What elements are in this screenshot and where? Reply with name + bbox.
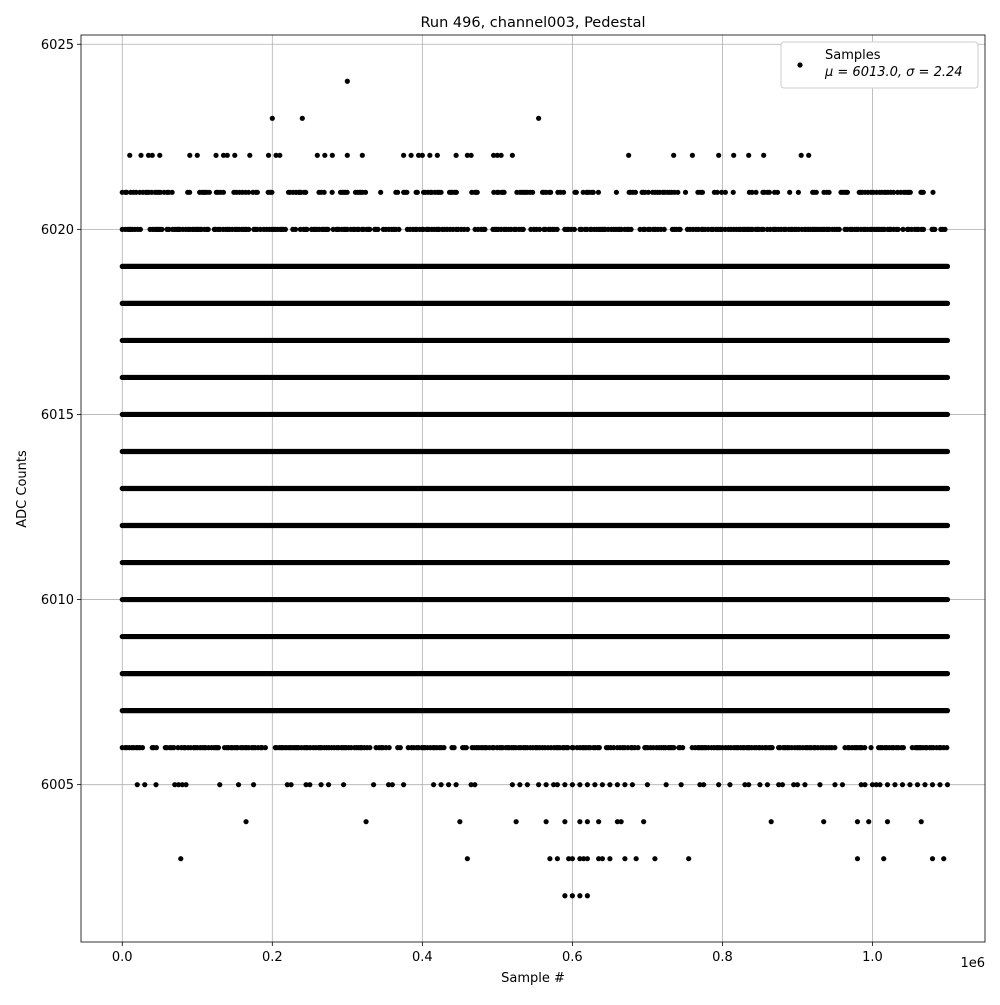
sample-point xyxy=(154,745,159,750)
sample-point xyxy=(247,153,252,158)
sample-point xyxy=(206,227,211,232)
sample-point xyxy=(862,745,867,750)
sample-point xyxy=(821,819,826,824)
sample-point xyxy=(930,782,935,787)
sample-point xyxy=(315,153,320,158)
sample-point xyxy=(178,856,183,861)
sample-point xyxy=(536,782,541,787)
x-tick-label: 0.0 xyxy=(111,950,133,965)
sample-point xyxy=(207,190,212,195)
sample-point xyxy=(680,745,685,750)
sample-point xyxy=(585,782,590,787)
sample-point xyxy=(548,190,553,195)
sample-point xyxy=(216,745,221,750)
sample-point xyxy=(731,153,736,158)
sample-point xyxy=(157,153,162,158)
sample-point xyxy=(304,227,309,232)
x-axis-label: Sample # xyxy=(501,971,565,986)
sample-point xyxy=(628,227,633,232)
sample-point xyxy=(561,190,566,195)
sample-point xyxy=(345,153,350,158)
sample-point xyxy=(345,79,350,84)
sample-point xyxy=(862,782,867,787)
sample-point xyxy=(941,856,946,861)
y-tick-label: 6020 xyxy=(40,222,74,238)
sample-point xyxy=(562,893,567,898)
sample-point xyxy=(431,782,436,787)
sample-point xyxy=(591,190,596,195)
legend-marker xyxy=(797,62,802,67)
sample-point xyxy=(802,782,807,787)
sample-point xyxy=(715,190,720,195)
sample-point xyxy=(877,782,882,787)
sample-point xyxy=(396,227,401,232)
chart-title: Run 496, channel003, Pedestal xyxy=(420,15,646,31)
sample-point xyxy=(700,190,705,195)
sample-point xyxy=(662,227,667,232)
sample-point xyxy=(187,190,192,195)
sample-point xyxy=(622,782,627,787)
sample-point xyxy=(901,745,906,750)
sample-point xyxy=(907,782,912,787)
sample-point xyxy=(367,227,372,232)
sample-point xyxy=(908,190,913,195)
sample-point xyxy=(731,190,736,195)
sample-point xyxy=(243,819,248,824)
sample-point xyxy=(597,745,602,750)
sample-point xyxy=(753,190,758,195)
sample-point xyxy=(363,190,368,195)
sample-point xyxy=(767,190,772,195)
sample-point xyxy=(547,856,552,861)
sample-point xyxy=(675,190,680,195)
sample-point xyxy=(138,153,143,158)
sample-point xyxy=(683,190,688,195)
sample-point xyxy=(438,782,443,787)
sample-point xyxy=(307,782,312,787)
sample-point xyxy=(135,782,140,787)
sample-point xyxy=(930,856,935,861)
sample-point xyxy=(577,893,582,898)
sample-point xyxy=(919,819,924,824)
sample-point xyxy=(837,227,842,232)
sample-point xyxy=(469,153,474,158)
sample-point xyxy=(645,782,650,787)
sample-point xyxy=(942,227,947,232)
sample-point xyxy=(544,819,549,824)
sample-point xyxy=(318,782,323,787)
sample-point xyxy=(475,190,480,195)
sample-point xyxy=(213,153,218,158)
sample-point xyxy=(341,782,346,787)
sample-point xyxy=(371,782,376,787)
sample-point xyxy=(138,227,143,232)
sample-point xyxy=(678,227,683,232)
sample-point xyxy=(465,856,470,861)
sample-point xyxy=(761,153,766,158)
sample-point xyxy=(303,190,308,195)
sample-point xyxy=(127,153,132,158)
sample-point xyxy=(840,782,845,787)
sample-point xyxy=(885,782,890,787)
sample-point xyxy=(817,782,822,787)
sample-point xyxy=(757,782,762,787)
y-axis-label: ADC Counts xyxy=(15,450,30,528)
y-tick-label: 6025 xyxy=(40,37,74,53)
sample-point xyxy=(330,190,335,195)
sample-point xyxy=(525,782,530,787)
sample-point xyxy=(510,153,515,158)
sample-point xyxy=(577,782,582,787)
sample-point xyxy=(615,782,620,787)
sample-point xyxy=(142,782,147,787)
sample-point xyxy=(574,190,579,195)
sample-point xyxy=(814,190,819,195)
sample-point xyxy=(293,227,298,232)
sample-point xyxy=(454,190,459,195)
sample-point xyxy=(536,116,541,121)
sample-point xyxy=(153,782,158,787)
sample-point xyxy=(679,782,684,787)
sample-point xyxy=(283,227,288,232)
sample-point xyxy=(592,782,597,787)
sample-point xyxy=(236,782,241,787)
sample-point xyxy=(832,782,837,787)
sample-point xyxy=(885,819,890,824)
sample-point xyxy=(633,190,638,195)
sample-point xyxy=(300,116,305,121)
sample-point xyxy=(596,190,601,195)
sample-point xyxy=(796,190,801,195)
sample-point xyxy=(614,190,619,195)
sample-point xyxy=(251,782,256,787)
sample-point xyxy=(932,227,937,232)
sample-point xyxy=(900,782,905,787)
sample-point xyxy=(170,190,175,195)
sample-point xyxy=(270,116,275,121)
sample-point xyxy=(866,819,871,824)
sample-point xyxy=(401,153,406,158)
sample-point xyxy=(855,856,860,861)
sample-point xyxy=(671,153,676,158)
sample-point xyxy=(686,856,691,861)
sample-point xyxy=(664,782,669,787)
sample-point xyxy=(225,153,230,158)
sample-point xyxy=(266,153,271,158)
sample-point xyxy=(921,190,926,195)
sample-point xyxy=(634,856,639,861)
legend-entry-name: Samples xyxy=(825,48,881,63)
sample-point xyxy=(701,782,706,787)
sample-point xyxy=(217,782,222,787)
sample-point xyxy=(881,856,886,861)
sample-point xyxy=(585,893,590,898)
sample-point xyxy=(150,153,155,158)
sample-point xyxy=(775,190,780,195)
sample-point xyxy=(944,745,949,750)
sample-point xyxy=(530,190,535,195)
sample-point xyxy=(277,153,282,158)
sample-point xyxy=(770,745,775,750)
sample-point xyxy=(390,782,395,787)
sample-point xyxy=(570,893,575,898)
sample-point xyxy=(482,227,487,232)
sample-point xyxy=(499,153,504,158)
sample-point xyxy=(562,782,567,787)
sample-point xyxy=(322,190,327,195)
x-tick-label: 1.0 xyxy=(862,950,883,965)
sample-point xyxy=(420,153,425,158)
sample-point xyxy=(183,782,188,787)
sample-point xyxy=(635,745,640,750)
sample-point xyxy=(716,782,721,787)
sample-point xyxy=(845,190,850,195)
sample-point xyxy=(378,190,383,195)
sample-point xyxy=(427,153,432,158)
sample-point xyxy=(780,782,785,787)
x-tick-label: 0.8 xyxy=(712,950,733,965)
sample-point xyxy=(246,227,251,232)
sample-point xyxy=(746,782,751,787)
sample-point xyxy=(641,819,646,824)
sample-point xyxy=(826,190,831,195)
sample-point xyxy=(727,782,732,787)
sample-point xyxy=(570,782,575,787)
sample-point xyxy=(510,782,515,787)
sample-point xyxy=(514,819,519,824)
sample-point xyxy=(915,782,920,787)
sample-point xyxy=(769,819,774,824)
sample-point xyxy=(570,856,575,861)
sample-point xyxy=(517,782,522,787)
sample-point xyxy=(585,819,590,824)
sample-point xyxy=(501,190,506,195)
sample-point xyxy=(930,190,935,195)
sample-point xyxy=(892,782,897,787)
sample-point xyxy=(619,819,624,824)
sample-point xyxy=(799,153,804,158)
sample-point xyxy=(159,227,164,232)
sample-point xyxy=(652,856,657,861)
sample-point xyxy=(441,745,446,750)
sample-point xyxy=(454,153,459,158)
sample-point xyxy=(232,153,237,158)
sample-point xyxy=(398,745,403,750)
sample-point xyxy=(140,745,145,750)
sample-point xyxy=(404,190,409,195)
sample-point xyxy=(401,782,406,787)
sample-point xyxy=(446,782,451,787)
sample-point xyxy=(375,227,380,232)
sample-point xyxy=(363,819,368,824)
sample-point xyxy=(596,819,601,824)
x-axis-offset-label: 1e6 xyxy=(960,956,985,971)
sample-point xyxy=(325,227,330,232)
sample-point xyxy=(795,782,800,787)
legend xyxy=(781,42,978,88)
sample-point xyxy=(472,782,477,787)
sample-point xyxy=(255,190,260,195)
sample-point xyxy=(868,745,873,750)
sample-point xyxy=(607,856,612,861)
x-tick-label: 0.6 xyxy=(562,950,583,965)
sample-point xyxy=(555,856,560,861)
sample-point xyxy=(716,153,721,158)
sample-point xyxy=(723,190,728,195)
sample-point xyxy=(438,190,443,195)
sample-point xyxy=(457,819,462,824)
sample-point xyxy=(600,782,605,787)
sample-point xyxy=(263,745,268,750)
sample-point xyxy=(345,190,350,195)
sample-point xyxy=(452,745,457,750)
sample-point xyxy=(945,782,950,787)
sample-point xyxy=(585,856,590,861)
sample-point xyxy=(367,745,372,750)
sample-point xyxy=(415,190,420,195)
sample-point xyxy=(330,153,335,158)
sample-point xyxy=(288,782,293,787)
sample-point xyxy=(746,153,751,158)
sample-point xyxy=(544,782,549,787)
sample-point xyxy=(622,856,627,861)
sample-point xyxy=(187,153,192,158)
sample-point xyxy=(572,227,577,232)
sample-point xyxy=(555,227,560,232)
sample-point xyxy=(765,782,770,787)
sample-point xyxy=(435,153,440,158)
sample-point xyxy=(521,227,526,232)
sample-point xyxy=(607,782,612,787)
sample-point xyxy=(465,227,470,232)
x-tick-label: 0.2 xyxy=(261,950,283,965)
x-tick-label: 0.4 xyxy=(412,950,433,965)
sample-point xyxy=(690,153,695,158)
sample-point xyxy=(269,190,274,195)
sample-point xyxy=(454,782,459,787)
sample-point xyxy=(626,153,631,158)
sample-point xyxy=(326,782,331,787)
sample-point xyxy=(855,819,860,824)
sample-point xyxy=(937,782,942,787)
y-tick-label: 6015 xyxy=(40,407,74,423)
sample-point xyxy=(464,745,469,750)
sample-point xyxy=(221,190,226,195)
sample-point xyxy=(360,153,365,158)
legend-stat-label: μ = 6013.0, σ = 2.24 xyxy=(825,65,963,80)
sample-point xyxy=(387,745,392,750)
sample-point xyxy=(922,782,927,787)
sample-point xyxy=(787,190,792,195)
sample-point xyxy=(322,153,327,158)
sample-point xyxy=(921,227,926,232)
y-tick-label: 6010 xyxy=(40,593,74,609)
y-tick-label: 6005 xyxy=(40,778,74,794)
sample-point xyxy=(630,782,635,787)
sample-point xyxy=(600,856,605,861)
sample-point xyxy=(195,153,200,158)
sample-point xyxy=(900,227,905,232)
sample-point xyxy=(562,819,567,824)
sample-point xyxy=(555,782,560,787)
sample-point xyxy=(832,745,837,750)
sample-point xyxy=(806,153,811,158)
sample-point xyxy=(577,819,582,824)
sample-point xyxy=(896,227,901,232)
sample-point xyxy=(671,745,676,750)
sample-point xyxy=(408,153,413,158)
sample-point xyxy=(395,190,400,195)
